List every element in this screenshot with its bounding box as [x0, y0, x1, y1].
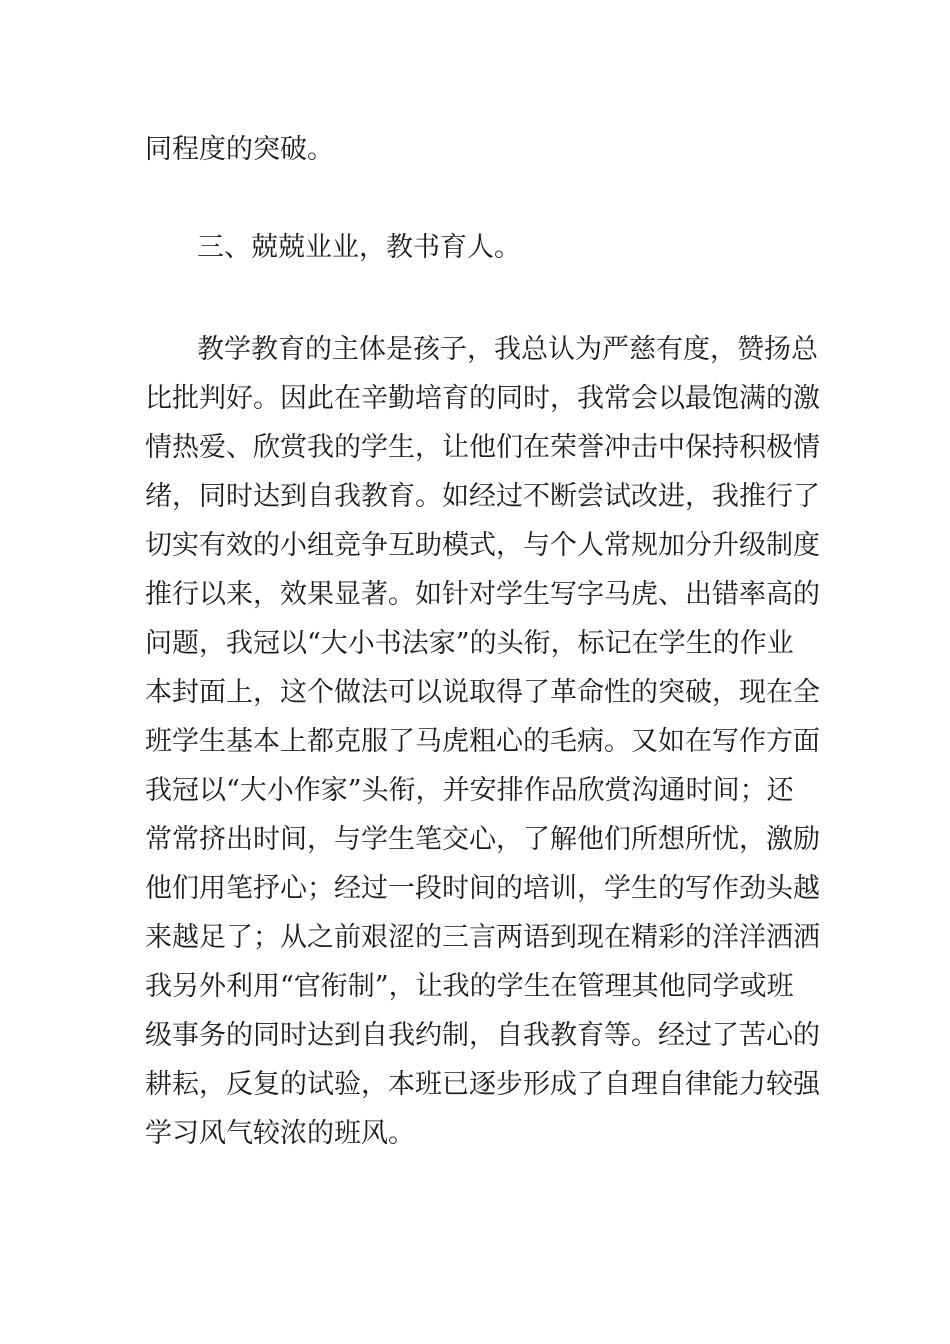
paragraph-line: 本封面上，这个做法可以说取得了革命性的突破，现在全 [145, 677, 820, 708]
paragraph-line: 推行以来，效果显著。如针对学生写字马虎、出错率高的 [145, 579, 820, 610]
paragraph-line: 级事务的同时达到自我约制，自我教育等。经过了苦心的 [145, 1020, 820, 1051]
paragraph-line: 耕耘，反复的试验，本班已逐步形成了自理自律能力较强 [145, 1069, 820, 1100]
paragraph-line: 绪，同时达到自我教育。如经过不断尝试改进，我推行了 [145, 481, 820, 512]
section-heading: 三、兢兢业业，教书育人。 [197, 232, 521, 263]
paragraph-line: 常常挤出时间，与学生笔交心，了解他们所想所忧，激励 [145, 824, 820, 855]
paragraph-line: 来越足了；从之前艰涩的三言两语到现在精彩的洋洋洒洒 [145, 922, 820, 953]
paragraph-line: 我另外利用“官衔制”，让我的学生在管理其他同学或班 [145, 971, 794, 1002]
paragraph-line: 班学生基本上都克服了马虎粗心的毛病。又如在写作方面 [145, 726, 820, 757]
paragraph-line: 学习风气较浓的班风。 [145, 1118, 415, 1149]
paragraph-line: 比批判好。因此在辛勤培育的同时，我常会以最饱满的激 [145, 383, 820, 414]
paragraph-line: 我冠以“大小作家”头衔，并安排作品欣赏沟通时间；还 [145, 775, 794, 806]
continuation-line: 同程度的突破。 [145, 134, 334, 165]
paragraph-line: 问题，我冠以“大小书法家”的头衔，标记在学生的作业 [145, 628, 794, 659]
paragraph-line: 切实有效的小组竞争互助模式，与个人常规加分升级制度 [145, 530, 820, 561]
paragraph-line: 教学教育的主体是孩子，我总认为严慈有度，赞扬总 [197, 334, 818, 365]
paragraph-line: 情热爱、欣赏我的学生，让他们在荣誉冲击中保持积极情 [145, 432, 820, 463]
paragraph-line: 他们用笔抒心；经过一段时间的培训，学生的写作劲头越 [145, 873, 820, 904]
